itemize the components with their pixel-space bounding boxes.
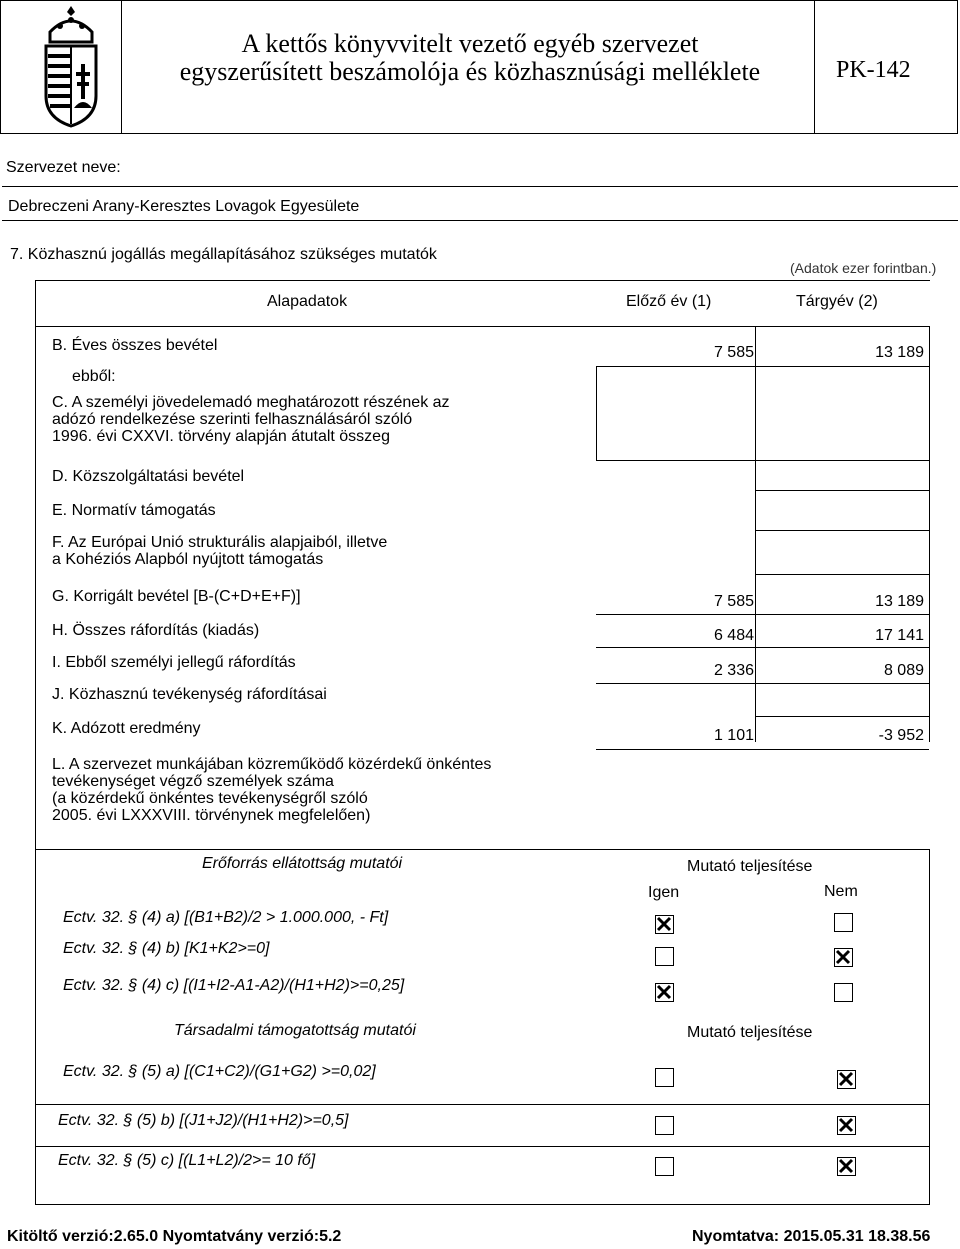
checkbox-no-r1[interactable] bbox=[834, 913, 853, 932]
row-label-c bbox=[52, 394, 450, 445]
value-curr-g[interactable]: 13 189 bbox=[875, 593, 924, 610]
value-curr-k[interactable]: -3 952 bbox=[878, 727, 924, 744]
row-label-g: G. Korrigált bevétel [B-(C+D+E+F)] bbox=[52, 588, 301, 605]
title-line: egyszerűsített beszámolója és közhasznúsági melléklete bbox=[179, 57, 761, 86]
table-border bbox=[35, 326, 930, 327]
row-label-ebbol: ebből: bbox=[72, 368, 116, 385]
table-border bbox=[929, 326, 930, 742]
criterion-label: Ectv. 32. § (4) c) [(I1+I2-A1-A2)/(H1+H2)>=0,25] bbox=[63, 977, 405, 994]
column-header-base: Alapadatok bbox=[267, 293, 348, 310]
divider bbox=[2, 186, 958, 187]
checkbox-yes-r1[interactable] bbox=[655, 915, 674, 934]
value-prev-g[interactable]: 7 585 bbox=[713, 593, 754, 610]
column-header-curr: Tárgyév (2) bbox=[796, 293, 878, 310]
column-divider bbox=[596, 366, 597, 460]
x-mark-icon bbox=[835, 949, 851, 965]
social-perf-header: Mutató teljesítése bbox=[687, 1024, 813, 1041]
row-label-line: adózó rendelkezése szerinti felhasználásáról szóló bbox=[52, 411, 413, 428]
x-mark-icon bbox=[656, 984, 672, 1000]
checkbox-yes-r2[interactable] bbox=[655, 947, 674, 966]
row-label-e: E. Normatív támogatás bbox=[52, 502, 216, 519]
checkbox-no-r2[interactable] bbox=[834, 948, 853, 967]
value-prev-k[interactable]: 1 101 bbox=[713, 727, 754, 744]
criterion-label: Ectv. 32. § (4) b) [K1+K2>=0] bbox=[63, 940, 270, 957]
table-border bbox=[929, 849, 930, 1204]
row-line bbox=[596, 614, 929, 615]
criterion-label: Ectv. 32. § (5) a) [(C1+C2)/(G1+G2) >=0,02] bbox=[63, 1063, 376, 1080]
table-border bbox=[35, 280, 36, 850]
no-header: Nem bbox=[824, 883, 858, 900]
row-label-line: L. A szervezet munkájában közreműködő közérdekű önkéntes bbox=[52, 756, 492, 773]
row-label-line: (a közérdekű önkéntes tevékenységről szóló bbox=[52, 790, 368, 807]
row-line bbox=[755, 530, 929, 531]
header-divider bbox=[814, 0, 815, 134]
row-label-line: 2005. évi LXXXVIII. törvénynek megfelelően) bbox=[52, 807, 371, 824]
row-label-f bbox=[52, 534, 387, 568]
row-label-line: 1996. évi CXXVI. törvény alapján átutalt összeg bbox=[52, 428, 390, 445]
row-label-line: F. Az Európai Unió strukturális alapjaiból, illetve bbox=[52, 534, 388, 551]
table-border bbox=[35, 849, 930, 850]
x-mark-icon bbox=[656, 916, 672, 932]
divider bbox=[2, 220, 958, 221]
value-prev-h[interactable]: 6 484 bbox=[713, 627, 754, 644]
resources-title: Erőforrás ellátottság mutatói bbox=[202, 855, 403, 872]
coat-of-arms-icon bbox=[36, 4, 106, 128]
checkbox-no-s1[interactable] bbox=[837, 1070, 856, 1089]
row-label-d: D. Közszolgáltatási bevétel bbox=[52, 468, 245, 485]
value-curr-h[interactable]: 17 141 bbox=[875, 627, 924, 644]
checkbox-yes-r3[interactable] bbox=[655, 983, 674, 1002]
x-mark-icon bbox=[838, 1158, 854, 1174]
header-divider bbox=[121, 0, 122, 134]
table-border bbox=[35, 280, 930, 281]
title-line: A kettős könyvvitelt vezető egyéb szervezet bbox=[241, 29, 699, 58]
row-line bbox=[596, 749, 929, 750]
row-line bbox=[755, 716, 929, 717]
value-prev-b[interactable]: 7 585 bbox=[713, 344, 754, 361]
row-line bbox=[596, 683, 929, 684]
row-label-k: K. Adózott eredmény bbox=[52, 720, 201, 737]
row-label-j: J. Közhasznú tevékenység ráfordításai bbox=[52, 686, 327, 703]
section-title: 7. Közhasznú jogállás megállapításához szükséges mutatók bbox=[10, 246, 437, 263]
row-line bbox=[755, 490, 929, 491]
form-title bbox=[130, 30, 810, 86]
resources-perf-header: Mutató teljesítése bbox=[687, 858, 813, 875]
row-line bbox=[596, 366, 929, 367]
row-line bbox=[596, 647, 929, 648]
footer-print-date: Nyomtatva: 2015.05.31 18.38.56 bbox=[692, 1228, 931, 1245]
row-line bbox=[35, 1104, 930, 1105]
checkbox-no-s2[interactable] bbox=[837, 1116, 856, 1135]
criterion-label: Ectv. 32. § (5) c) [(L1+L2)/2>= 10 fő] bbox=[58, 1152, 316, 1169]
footer-version: Kitöltő verzió:2.65.0 Nyomtatvány verzió:5.2 bbox=[7, 1228, 342, 1245]
yes-header: Igen bbox=[648, 884, 680, 901]
unit-note: (Adatok ezer forintban.) bbox=[790, 260, 937, 276]
checkbox-no-r3[interactable] bbox=[834, 983, 853, 1002]
checkbox-no-s3[interactable] bbox=[837, 1157, 856, 1176]
row-label-i: I. Ebből személyi jellegű ráfordítás bbox=[52, 654, 296, 671]
row-line bbox=[596, 460, 929, 461]
row-label-b: B. Éves összes bevétel bbox=[52, 337, 218, 354]
column-divider bbox=[755, 326, 756, 742]
value-prev-i[interactable]: 2 336 bbox=[713, 662, 754, 679]
table-border bbox=[35, 849, 36, 1204]
table-border bbox=[35, 1204, 930, 1205]
x-mark-icon bbox=[838, 1117, 854, 1133]
row-line bbox=[755, 574, 929, 575]
x-mark-icon bbox=[838, 1071, 854, 1087]
social-title: Társadalmi támogatottság mutatói bbox=[174, 1022, 416, 1039]
row-label-l bbox=[52, 756, 491, 824]
checkbox-yes-s1[interactable] bbox=[655, 1068, 674, 1087]
org-label: Szervezet neve: bbox=[6, 159, 121, 176]
value-curr-b[interactable]: 13 189 bbox=[875, 344, 924, 361]
value-curr-i[interactable]: 8 089 bbox=[883, 662, 924, 679]
org-name[interactable]: Debreczeni Arany-Keresztes Lovagok Egyesülete bbox=[8, 198, 360, 215]
criterion-label: Ectv. 32. § (5) b) [(J1+J2)/(H1+H2)>=0,5] bbox=[58, 1112, 349, 1129]
row-label-line: C. A személyi jövedelemadó meghatározott részének az bbox=[52, 394, 450, 411]
row-label-line: tevékenységet végző személyek száma bbox=[52, 773, 334, 790]
row-label-h: H. Összes ráfordítás (kiadás) bbox=[52, 622, 260, 639]
column-header-prev: Előző év (1) bbox=[626, 293, 712, 310]
criterion-label: Ectv. 32. § (4) a) [(B1+B2)/2 > 1.000.000, - Ft] bbox=[63, 909, 389, 926]
checkbox-yes-s2[interactable] bbox=[655, 1116, 674, 1135]
row-label-line: a Kohéziós Alapból nyújtott támogatás bbox=[52, 551, 324, 568]
checkbox-yes-s3[interactable] bbox=[655, 1157, 674, 1176]
form-code: PK-142 bbox=[836, 57, 911, 83]
row-line bbox=[35, 1146, 930, 1147]
